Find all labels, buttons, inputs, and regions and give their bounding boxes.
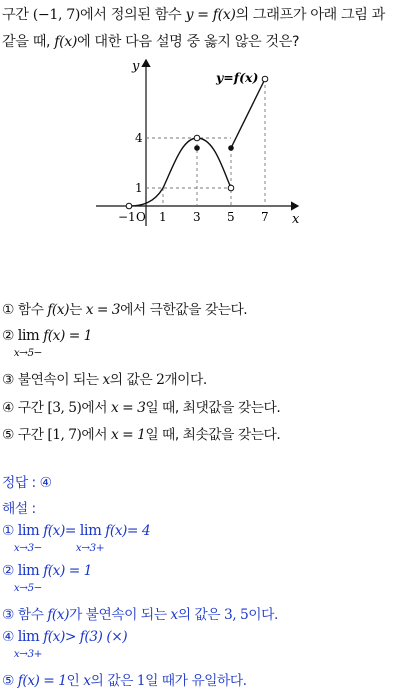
open-point-x5 xyxy=(228,185,234,191)
y-axis-label: y xyxy=(132,59,140,74)
solution-5: ⑤ f(x) = 1인 x의 값은 1일 때가 유일하다. xyxy=(2,673,247,689)
x-tick-label: 5 xyxy=(227,210,235,224)
choice-2: ② lim x→5− f(x) = 1 xyxy=(2,328,92,359)
x-axis-label: x xyxy=(292,212,300,227)
x-tick-label: 7 xyxy=(261,210,269,224)
open-point-left-end xyxy=(126,203,132,209)
y-tick-label: 4 xyxy=(135,131,143,145)
x-tick-label: −1 xyxy=(118,210,136,224)
x-tick-label: 1 xyxy=(159,210,167,224)
curve-label: y=f(x) xyxy=(216,70,259,85)
curve-left xyxy=(129,138,231,206)
x-tick-label: 3 xyxy=(193,210,201,224)
open-point-right-end xyxy=(262,76,268,82)
question-text: 구간 (−1, 7)에서 정의된 함수 y = f(x)의 그래프가 아래 그림 과 같을 때, f(x)에 대한 다음 설명 중 옳지 않은 것은? xyxy=(2,7,385,50)
open-point-peak xyxy=(194,135,200,141)
closed-point-x5 xyxy=(228,145,234,151)
origin-label: O xyxy=(136,210,146,224)
solution-3: ③ 함수 f(x)가 불연속이 되는 x의 값은 3, 5이다. xyxy=(2,607,278,623)
choice-1: ① 함수 f(x)는 x = 3에서 극한값을 갖는다. xyxy=(2,302,248,318)
closed-point-x3 xyxy=(194,145,200,151)
solution-4: ④ lim x→3+ f(x)> f(3) (×) xyxy=(2,629,128,660)
answer-label: 정답 : ④ xyxy=(2,475,52,491)
choice-5: ⑤ 구간 [1, 7)에서 x = 1일 때, 최솟값을 갖는다. xyxy=(2,427,281,443)
y-tick-label: 1 xyxy=(135,181,143,195)
solution-2: ② lim x→5− f(x) = 1 xyxy=(2,563,92,594)
explanation-label: 해설 : xyxy=(2,501,36,517)
curve-right xyxy=(231,79,265,148)
choice-3: ③ 불연속이 되는 x의 값은 2개이다. xyxy=(2,372,207,388)
choice-4: ④ 구간 [3, 5)에서 x = 3일 때, 최댓값을 갖는다. xyxy=(2,400,281,416)
solution-1: ① lim x→3− f(x)= lim x→3+ f(x)= 4 xyxy=(2,523,151,554)
function-graph xyxy=(96,56,308,228)
